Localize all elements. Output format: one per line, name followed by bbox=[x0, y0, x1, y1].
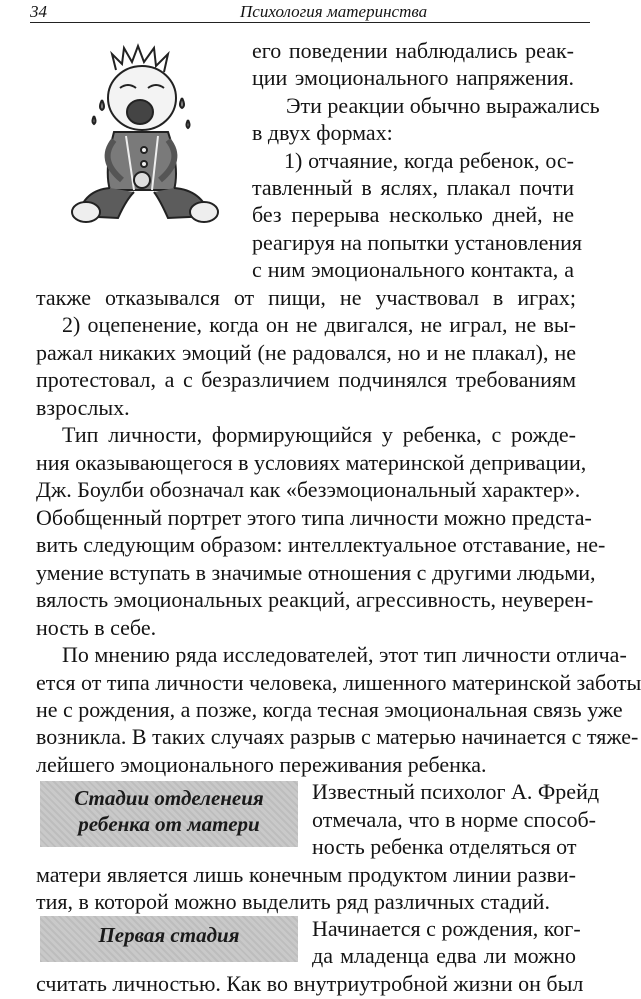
text-line: протестовал, а с безразличием подчинялся требованиям bbox=[36, 367, 576, 392]
crying-baby-icon bbox=[64, 40, 224, 226]
text-line: Дж. Боулби обозначал как «безэмоциональный характер». bbox=[36, 477, 581, 502]
text-line: реагируя на попытки установления bbox=[252, 230, 583, 255]
text-line: отмечала, что в норме способ- bbox=[312, 807, 597, 832]
sidehead-first-stage bbox=[40, 916, 298, 962]
text-line: его поведении наблюдались реак- bbox=[252, 38, 574, 63]
text-line: тавленный в яслях, плакал почти bbox=[252, 175, 574, 200]
text-line: 1) отчаяние, когда ребенок, ос- bbox=[284, 148, 574, 173]
text-line: тия, в которой можно выделить ряд различных стадий. bbox=[36, 889, 550, 914]
text-line: Начинается с рождения, ког- bbox=[312, 916, 581, 941]
text-line: 2) оцепенение, когда он не двигался, не играл, не вы- bbox=[62, 312, 576, 337]
text-line: ность в себе. bbox=[36, 615, 157, 640]
text-line: вить следующим образом: интеллектуальное отставание, не- bbox=[36, 532, 606, 557]
sidehead-first-stage-label: Первая стадия bbox=[98, 923, 240, 947]
text-line: взрослых. bbox=[36, 395, 130, 420]
text-line: умение вступать в значимые отношения с другими людьми, bbox=[36, 560, 596, 585]
text-line: ность ребенка отделяться от bbox=[312, 834, 577, 859]
sidehead-stages bbox=[40, 781, 298, 847]
text-line: не с рождения, а позже, когда тесная эмоциональная связь уже bbox=[36, 697, 623, 722]
text-line: Эти реакции обычно выражались bbox=[286, 93, 600, 118]
text-line: ется от типа личности человека, лишенного материнской заботы bbox=[36, 670, 641, 695]
text-line: Тип личности, формирующийся у ребенка, с рожде- bbox=[62, 422, 576, 447]
text-line: ции эмоционального напряжения. bbox=[252, 65, 574, 90]
text-line: лейшего эмоционального переживания ребенка. bbox=[36, 752, 487, 777]
sidehead-stages-line1: Стадии отделенеия bbox=[74, 786, 264, 810]
text-line: ния оказывающегося в условиях материнской депривации, bbox=[36, 450, 587, 475]
text-line: Известный психолог А. Фрейд bbox=[312, 779, 600, 804]
text-line: с ним эмоционального контакта, а bbox=[252, 257, 574, 282]
page-number: 34 bbox=[30, 2, 47, 21]
text-line: Обобщенный портрет этого типа личности можно предста- bbox=[36, 505, 592, 530]
text-line: ражал никаких эмоций (не радовался, но и не плакал), не bbox=[36, 340, 576, 365]
sidehead-stages-line2: ребенка от матери bbox=[78, 812, 260, 836]
running-title: Психология материнства bbox=[240, 2, 428, 21]
running-head bbox=[30, 0, 590, 23]
text-line: также отказывался от пищи, не участвовал в играх; bbox=[36, 285, 576, 310]
text-line: возникла. В таких случаях разрыв с матерью начинается с тяже- bbox=[36, 724, 639, 749]
page-continuation bbox=[0, 969, 620, 996]
text-line: матери является лишь конечным продуктом линии разви- bbox=[36, 862, 576, 887]
text-line: да младенца едва ли можно bbox=[312, 943, 576, 968]
text-line: вялость эмоциональных реакций, агрессивность, неуверен- bbox=[36, 587, 594, 612]
text-line: По мнению ряда исследователей, этот тип личности отлича- bbox=[62, 642, 627, 667]
text-line: без перерыва несколько дней, не bbox=[252, 202, 574, 227]
text-line: в двух формах: bbox=[252, 120, 393, 145]
text-line: считать личностью. Как во внутриутробной жизни он был bbox=[36, 971, 584, 996]
